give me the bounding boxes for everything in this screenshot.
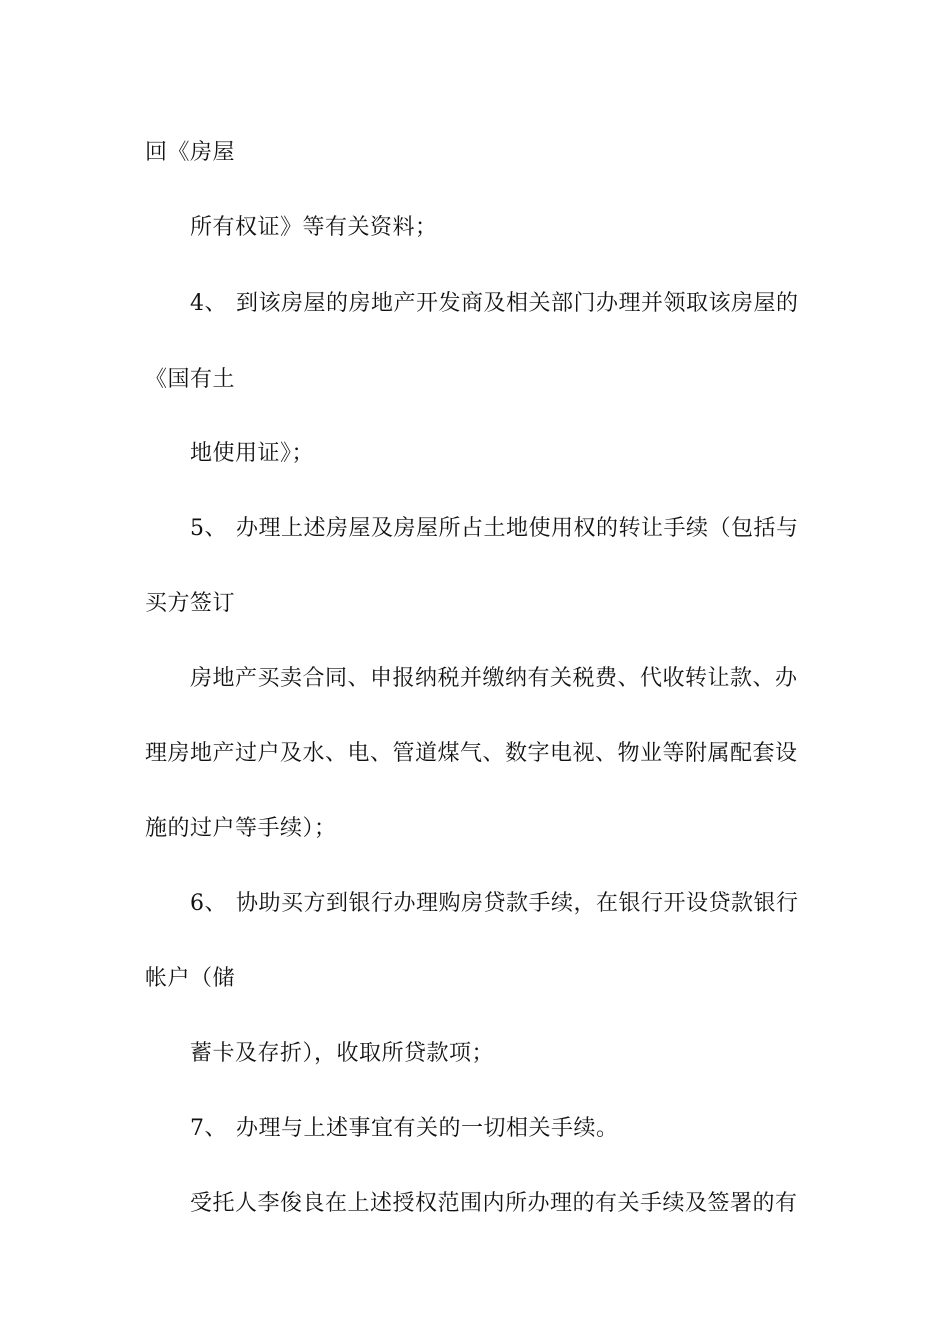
text-line: 回《房屋 — [145, 140, 236, 165]
text-line: 蓄卡及存折），收取所贷款项； — [190, 1041, 495, 1066]
list-item-text: 办理与上述事宜有关的一切相关手续。 — [236, 1116, 619, 1141]
list-number: 6、 — [190, 891, 227, 916]
text-line: 《国有土 — [145, 367, 236, 392]
text-line: 所有权证》等有关资料； — [190, 215, 438, 240]
text-line: 理房地产过户及水、电、管道煤气、数字电视、物业等附属配套设 — [145, 741, 798, 766]
list-item-text: 到该房屋的房地产开发商及相关部门办理并领取该房屋的 — [236, 291, 799, 316]
list-number: 4、 — [190, 291, 227, 316]
list-item-6 — [190, 890, 799, 918]
text-line: 受托人李俊良在上述授权范围内所办理的有关手续及签署的有 — [190, 1191, 798, 1216]
list-number: 5、 — [190, 516, 227, 541]
text-line: 帐户（储 — [145, 966, 236, 991]
list-item-7 — [190, 1115, 619, 1143]
list-item-4 — [190, 290, 799, 318]
text-line: 地使用证》； — [190, 441, 315, 466]
list-item-5 — [190, 515, 799, 543]
text-line: 施的过户等手续）； — [145, 816, 337, 841]
text-line: 房地产买卖合同、申报纳税并缴纳有关税费、代收转让款、办 — [190, 666, 798, 691]
text-line: 买方签订 — [145, 591, 236, 616]
list-item-text: 办理上述房屋及房屋所占土地使用权的转让手续（包括与 — [236, 516, 799, 541]
list-number: 7、 — [190, 1116, 227, 1141]
list-item-text: 协助买方到银行办理购房贷款手续，在银行开设贷款银行 — [236, 891, 799, 916]
